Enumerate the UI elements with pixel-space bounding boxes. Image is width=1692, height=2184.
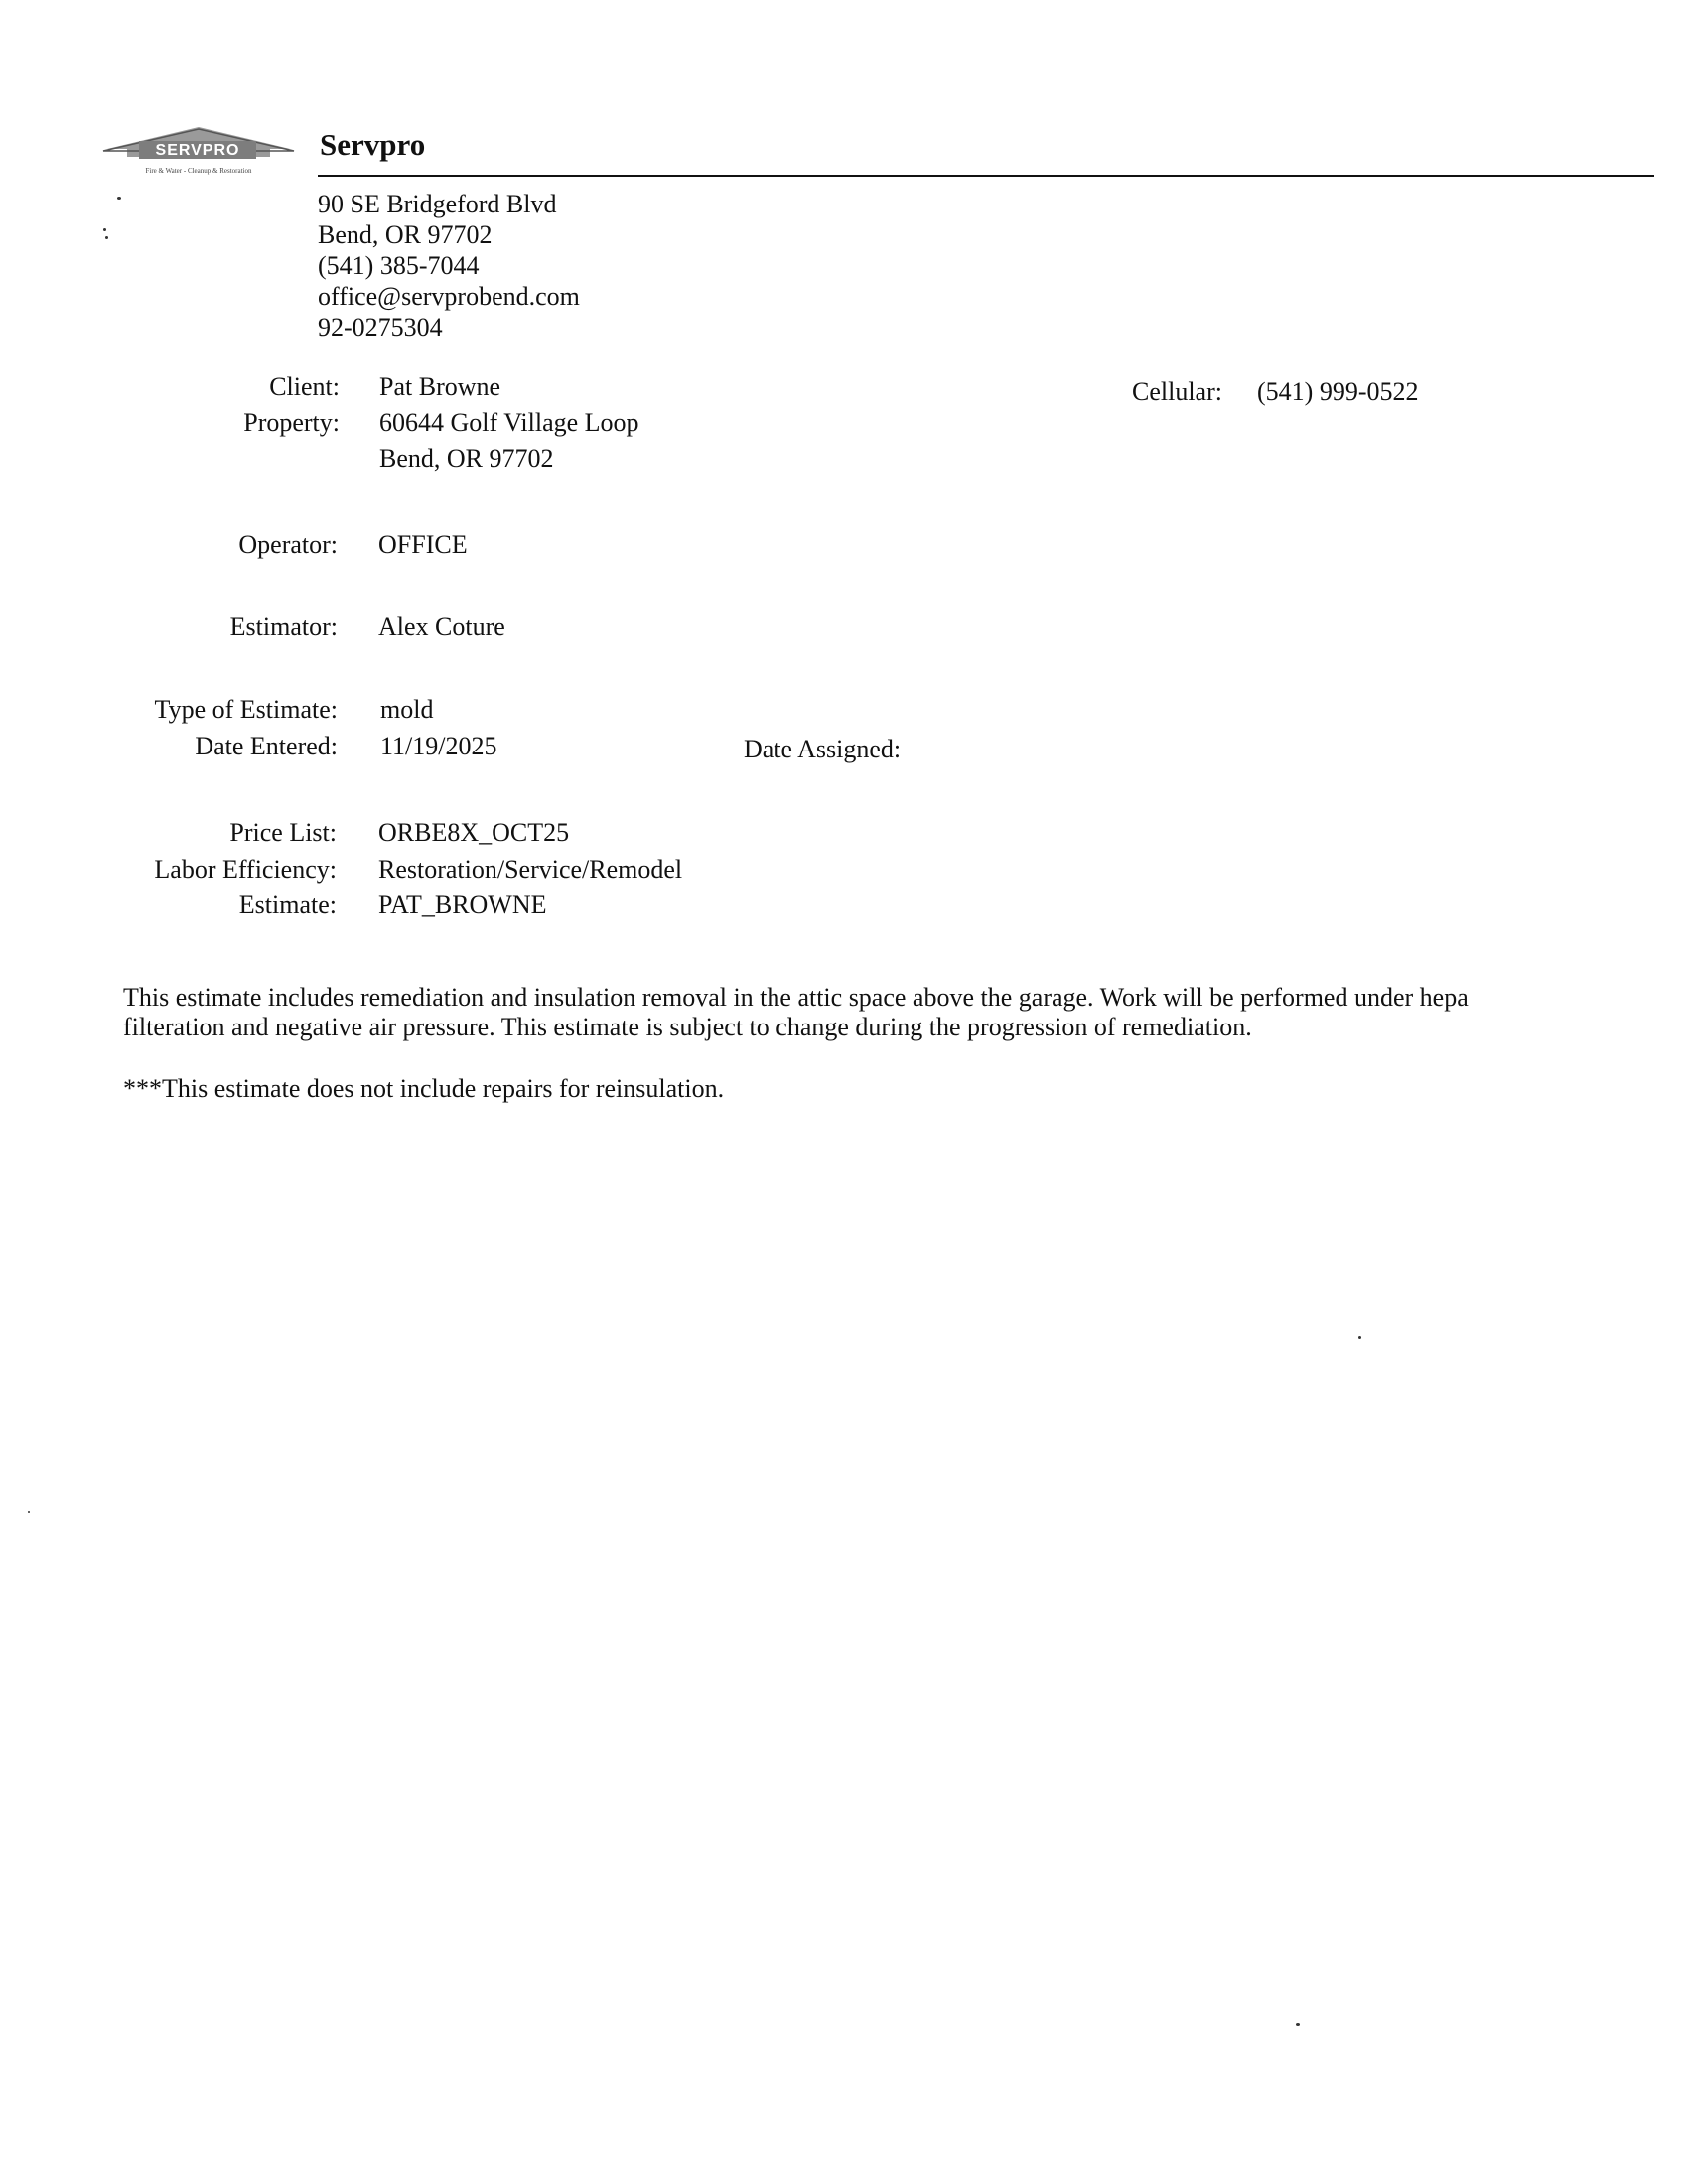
property-street: 60644 Golf Village Loop (379, 408, 639, 437)
company-name: Servpro (320, 127, 426, 162)
scan-speck (1296, 2023, 1300, 2026)
scan-speck (28, 1511, 30, 1513)
client-value: Pat Browne (379, 372, 501, 401)
date-entered-value: 11/19/2025 (380, 732, 497, 760)
estimate-label: Estimate: (238, 890, 337, 919)
scan-speck (117, 197, 121, 200)
cellular-value: (541) 999-0522 (1257, 377, 1419, 406)
company-city: Bend, OR 97702 (318, 220, 493, 249)
servpro-logo (101, 121, 296, 179)
company-phone: (541) 385-7044 (318, 251, 480, 280)
scan-speck (1358, 1336, 1361, 1339)
operator-value: OFFICE (378, 530, 468, 559)
operator-label: Operator: (238, 530, 338, 559)
price-list-value: ORBE8X_OCT25 (378, 818, 570, 847)
company-email: office@servprobend.com (318, 282, 580, 311)
estimator-label: Estimator: (229, 613, 338, 641)
header-divider (318, 175, 1654, 177)
date-entered-label: Date Entered: (195, 732, 338, 760)
price-list-label: Price List: (229, 818, 337, 847)
scan-speck (105, 236, 108, 239)
servpro-house-logo-icon (101, 121, 296, 179)
type-of-estimate-label: Type of Estimate: (154, 695, 338, 724)
property-label: Property: (243, 408, 340, 437)
client-label: Client: (269, 372, 340, 401)
company-tax-id: 92-0275304 (318, 313, 443, 341)
company-street: 90 SE Bridgeford Blvd (318, 190, 557, 218)
logo-tagline: Fire & Water - Cleanup & Restoration (145, 167, 252, 175)
labor-efficiency-label: Labor Efficiency: (154, 855, 337, 884)
scan-speck (103, 228, 106, 231)
reinsulation-note: ***This estimate does not include repairs for reinsulation. (123, 1074, 725, 1103)
company-address-block (318, 189, 580, 342)
estimate-description: This estimate includes remediation and insulation removal in the attic space above the garage. Work will be performed under hepa filteration and negative air pressure. This estimate is subject to change during the progression of remediation. (123, 983, 1469, 1041)
property-city: Bend, OR 97702 (379, 444, 554, 473)
cellular-label: Cellular: (1132, 377, 1222, 406)
labor-efficiency-value: Restoration/Service/Remodel (378, 855, 683, 884)
type-of-estimate-value: mold (380, 695, 434, 724)
date-assigned-label: Date Assigned: (744, 735, 902, 763)
logo-wordmark: SERVPRO (155, 142, 240, 159)
estimator-value: Alex Coture (378, 613, 505, 641)
estimate-value: PAT_BROWNE (378, 890, 547, 919)
